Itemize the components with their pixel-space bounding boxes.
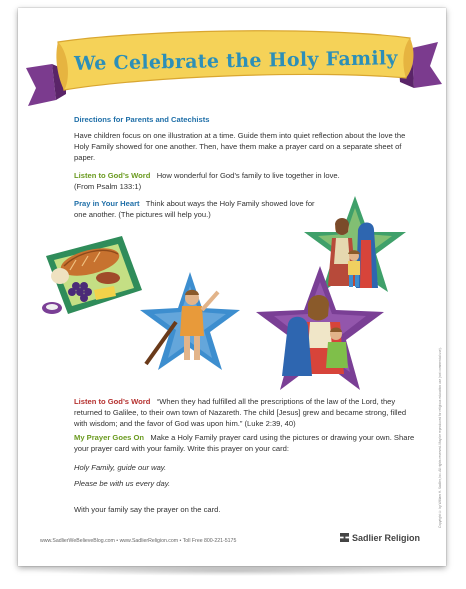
publisher-logo: [340, 533, 420, 543]
prayer-goes-on-label: My Prayer Goes On: [74, 433, 145, 442]
listen-label-2: Listen to God’s Word: [74, 397, 151, 406]
directions-heading: Directions for Parents and Catechists: [74, 115, 210, 124]
page-title: We Celebrate the Holy Family: [74, 47, 398, 75]
pray-label: Pray in Your Heart: [74, 199, 140, 208]
young-jesus-blue-star-illustration: [136, 270, 244, 380]
intro-paragraph: Have children focus on one illustration at a time. Guide them into quiet reflection about the love the Holy Family showed for one another. Then, have them make a prayer card on a separate sheet of paper.: [74, 131, 406, 162]
copyright-side-note: Copyright © by William H. Sadlier, Inc. All rights reserved. May be reproduced for religious education use (not commercial use).: [438, 347, 442, 528]
listen-text-1: How wonderful for God’s family to live together in love.: [156, 171, 340, 180]
pray-text: Think about ways the Holy Family showed love for one another. (The pictures will help you.): [74, 199, 315, 219]
page-shadow: [30, 566, 434, 576]
holy-family-purple-star-illustration: [252, 264, 388, 396]
bread-grapes-illustration: [38, 230, 148, 322]
prayer-goes-on-section: [74, 432, 420, 454]
listen-section-1: [74, 170, 374, 192]
prayer-line-2: Please be with us every day.: [74, 479, 171, 488]
closing-line: With your family say the prayer on the card.: [74, 505, 221, 514]
pray-section: [74, 198, 324, 220]
listen-label-1: Listen to God’s Word: [74, 171, 151, 180]
prayer-line-1: Holy Family, guide our way.: [74, 463, 167, 472]
publisher-logo-text: Sadlier Religion: [352, 533, 421, 543]
prayer-goes-on-text: Make a Holy Family prayer card using the pictures or drawing your own. Share your prayer card with your family. Write this prayer on your card:: [74, 433, 415, 453]
listen-text-2: “When they had fulfilled all the prescriptions of the law of the Lord, they returned to Galilee, to their own town of Nazareth. The child [Jesus] grew and became strong, filled with wisdom; and the favor of God was upon him.” (Luke 2:39, 40): [74, 397, 407, 428]
footer-contact: www.SadlierWeBelieveBlog.com • www.SadlierReligion.com • Toll Free 800-221-5175: [40, 538, 237, 544]
listen-section-2: [74, 396, 420, 429]
listen-source-1: (From Psalm 133:1): [74, 182, 142, 191]
worksheet-page: [18, 8, 446, 566]
sadlier-logo-icon: [340, 533, 349, 542]
